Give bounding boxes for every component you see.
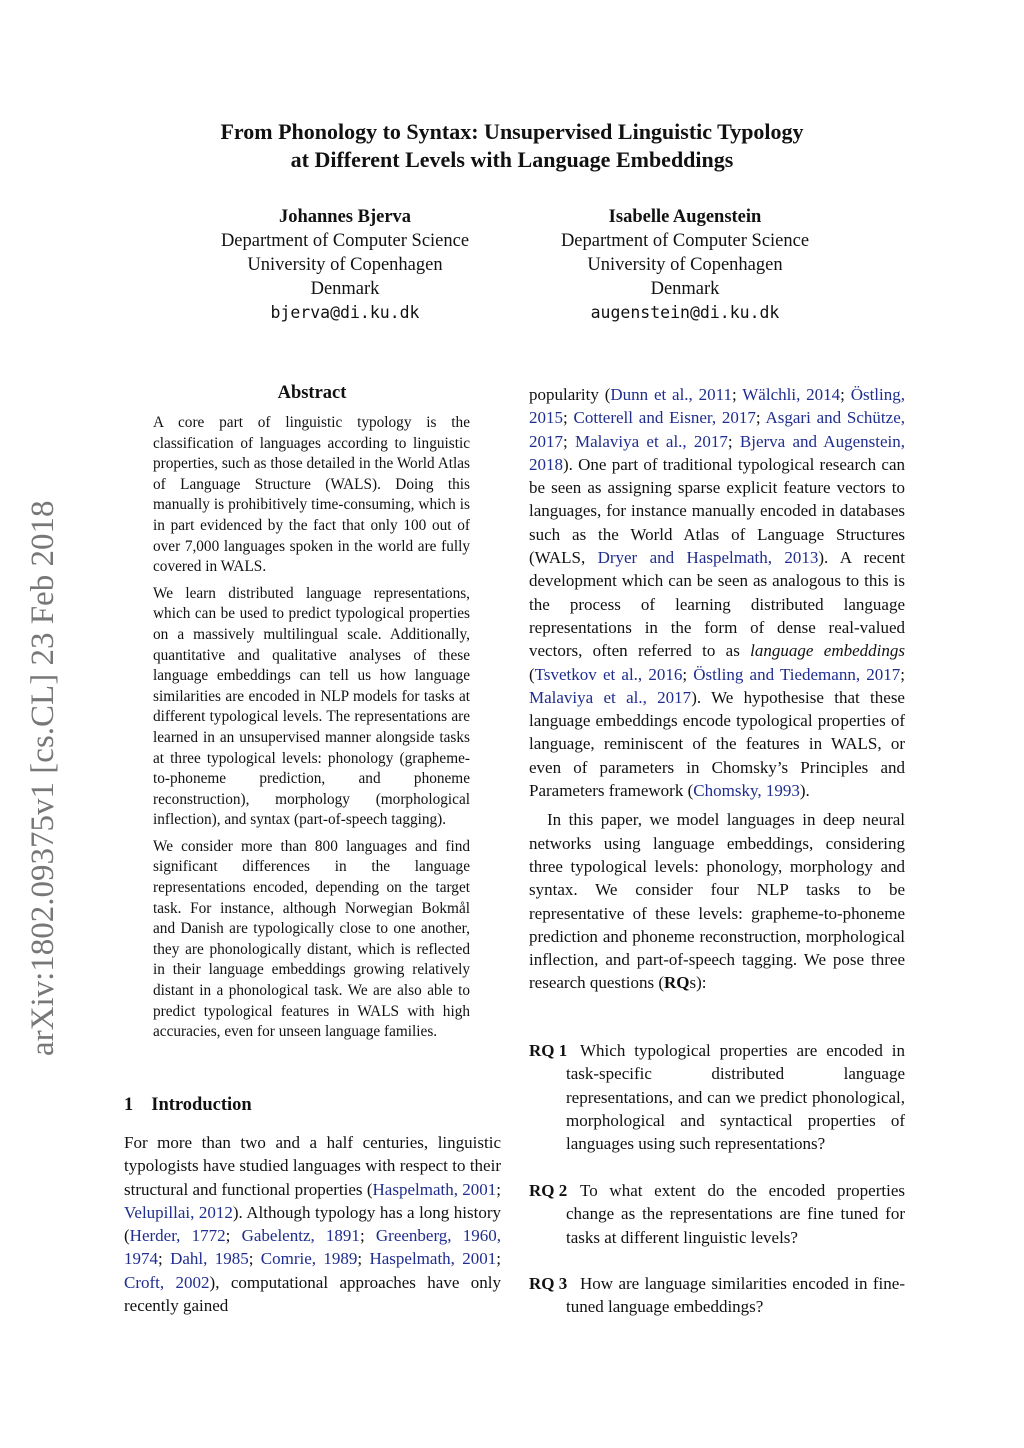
author-dept: Department of Computer Science	[560, 231, 810, 251]
author-block-2	[520, 205, 850, 325]
author-univ: University of Copenhagen	[587, 255, 783, 275]
citation-link[interactable]: Bjerva and Augenstein, 2018	[529, 431, 905, 474]
author-email[interactable]: augenstein@di.ku.dk	[590, 303, 780, 322]
abstract-paragraph: We learn distributed language representations, which can be used to predict typological properties on a massively multilingual scale. Additionally, quantitative and qualitative analyses of these language embeddings can tell us how language similarities are encoded in NLP models for tasks at different typological levels. The representations are learned in an unsupervised manner alongside tasks at three typological levels: phonology (grapheme-to-phoneme prediction, and phoneme reconstruction), morphology (morphological inflection), and syntax (part-of-speech tagging).	[153, 584, 470, 829]
rq-text: How are language similarities encoded in fine-tuned language embeddings?	[566, 1274, 905, 1317]
arxiv-stamp: arXiv:1802.09375v1 [cs.CL] 23 Feb 2018	[25, 500, 61, 1056]
citation-link[interactable]: Dunn et al., 2011	[610, 385, 733, 404]
author-email[interactable]: bjerva@di.ku.dk	[270, 303, 420, 322]
abstract-body	[153, 413, 470, 1049]
section-heading	[124, 1095, 270, 1116]
rq-label: RQ 2	[529, 1181, 568, 1200]
section-title: Introduction	[151, 1095, 252, 1115]
author-univ: University of Copenhagen	[247, 255, 443, 275]
citation-link[interactable]: Malaviya et al., 2017	[574, 431, 728, 451]
body-paragraph: In this paper, we model languages in deep neural networks using language embeddings, considering three typological levels: phonology, morphology and syntax. We consider four NLP tasks to be representative of these levels: grapheme-to-phoneme prediction and phoneme reconstruction, morphological inflection, and part-of-speech tagging. We pose three research questions (RQs):	[529, 810, 905, 993]
research-question-3	[529, 1272, 905, 1319]
research-question-1	[529, 1039, 905, 1155]
citation-link[interactable]: Comrie, 1989	[260, 1249, 358, 1269]
abstract-paragraph: A core part of linguistic typology is the classification of languages according to linguistic properties, such as those detailed in the World Atlas of Language Structure (WALS). Doing this manually is prohibitively time-consuming, which is in part evidenced by the fact that only 100 out of over 7,000 languages spoken in the world are fully covered in WALS.	[153, 414, 470, 576]
section-number: 1	[124, 1095, 134, 1115]
right-column	[529, 383, 905, 995]
citation-link[interactable]: Gabelentz, 1891	[241, 1226, 360, 1246]
citation-link[interactable]: Malaviya et al., 2017	[529, 687, 692, 707]
rq-abbrev: RQ	[664, 973, 690, 993]
intro-paragraph: For more than two and a half centuries, linguistic typologists have studied languages with respect to their structural and functional properties (Haspelmath, 2001; Velupillai, 2012). Although typology has a long history (Herder, 1772; Gabelentz, 1891; Greenberg, 1960, 1974; Dahl, 1985; Comrie, 1989; Haspelmath, 2001; Croft, 2002), computational approaches have only recently gained	[124, 1133, 502, 1316]
body-paragraph: popularity (Dunn et al., 2011; Wälchli, 2014; Östling, 2015; Cotterell and Eisner, 2017; Asgari and Schütze, 2017; Malaviya et al., 2017; Bjerva and Augenstein, 2018). One part of traditional typological research can be seen as assigning sparse explicit feature vectors to languages, for instance manually encoded in databases such as the World Atlas of Language Structures (WALS, Dryer and Haspelmath, 2013). A recent development which can be seen as analogous to this is the process of learning distributed language representations in the form of dense real-valued vectors, often referred to as language embeddings (Tsvetkov et al., 2016; Östling and Tiedemann, 2017; Malaviya et al., 2017). We hypothesise that these language embeddings encode typological properties of language, reminiscent of the features in WALS, or even of parameters in Chomsky’s Principles and Parameters framework (Chomsky, 1993).	[529, 385, 905, 801]
rq-label: RQ 1	[529, 1041, 568, 1060]
author-name: Isabelle Augenstein	[608, 207, 762, 227]
intro-column	[124, 1131, 501, 1317]
rq-label: RQ 3	[529, 1274, 568, 1293]
author-name: Johannes Bjerva	[278, 207, 412, 227]
citation-link[interactable]: Cotterell and Eisner, 2017	[573, 408, 756, 428]
citation-link[interactable]: Herder, 1772	[129, 1226, 226, 1246]
author-country: Denmark	[310, 279, 380, 299]
author-block-1	[180, 205, 510, 325]
emphasis-term: language embeddings	[750, 641, 905, 661]
citation-link[interactable]: Östling and Tiedemann, 2017	[693, 664, 901, 684]
citation-link[interactable]: Croft, 2002	[124, 1272, 210, 1292]
citation-link[interactable]: Dryer and Haspelmath, 2013	[597, 548, 819, 568]
citation-link[interactable]: Östling, 2015	[529, 385, 905, 428]
citation-link[interactable]: Greenberg, 1960, 1974	[124, 1226, 502, 1269]
research-question-2	[529, 1179, 905, 1249]
citation-link[interactable]: Haspelmath, 2001	[369, 1249, 497, 1269]
abstract-paragraph: We consider more than 800 languages and find significant differences in the language representations encoded, depending on the target task. For instance, although Norwegian Bokmål and Danish are typologically close to one another, they are phonologically distant, which is reflected in their language embeddings growing relatively distant in a phonological task. We are also able to predict typological features in WALS with high accuracies, even for unseen language families.	[153, 837, 470, 1041]
citation-link[interactable]: Haspelmath, 2001	[372, 1179, 497, 1199]
rq-text: Which typological properties are encoded in task-specific distributed language representations, and can we predict phonological, morphological and syntactical properties of languages using such representations?	[566, 1041, 905, 1154]
citation-link[interactable]: Tsvetkov et al., 2016	[534, 664, 683, 684]
citation-link[interactable]: Dahl, 1985	[170, 1249, 249, 1269]
citation-link[interactable]: Velupillai, 2012	[124, 1202, 233, 1222]
author-dept: Department of Computer Science	[220, 231, 470, 251]
abstract-heading: Abstract	[277, 383, 347, 403]
title-line-1: From Phonology to Syntax: Unsupervised Linguistic Typology	[220, 119, 804, 144]
citation-link[interactable]: Asgari and Schütze, 2017	[529, 408, 905, 451]
paper-title	[120, 118, 904, 174]
author-country: Denmark	[650, 279, 720, 299]
title-line-2: at Different Levels with Language Embeddings	[290, 147, 734, 172]
citation-link[interactable]: Chomsky, 1993	[693, 781, 800, 801]
citation-link[interactable]: Wälchli, 2014	[742, 385, 841, 404]
rq-text: To what extent do the encoded properties change as the representations are fine tuned for tasks at different linguistic levels?	[566, 1181, 905, 1247]
